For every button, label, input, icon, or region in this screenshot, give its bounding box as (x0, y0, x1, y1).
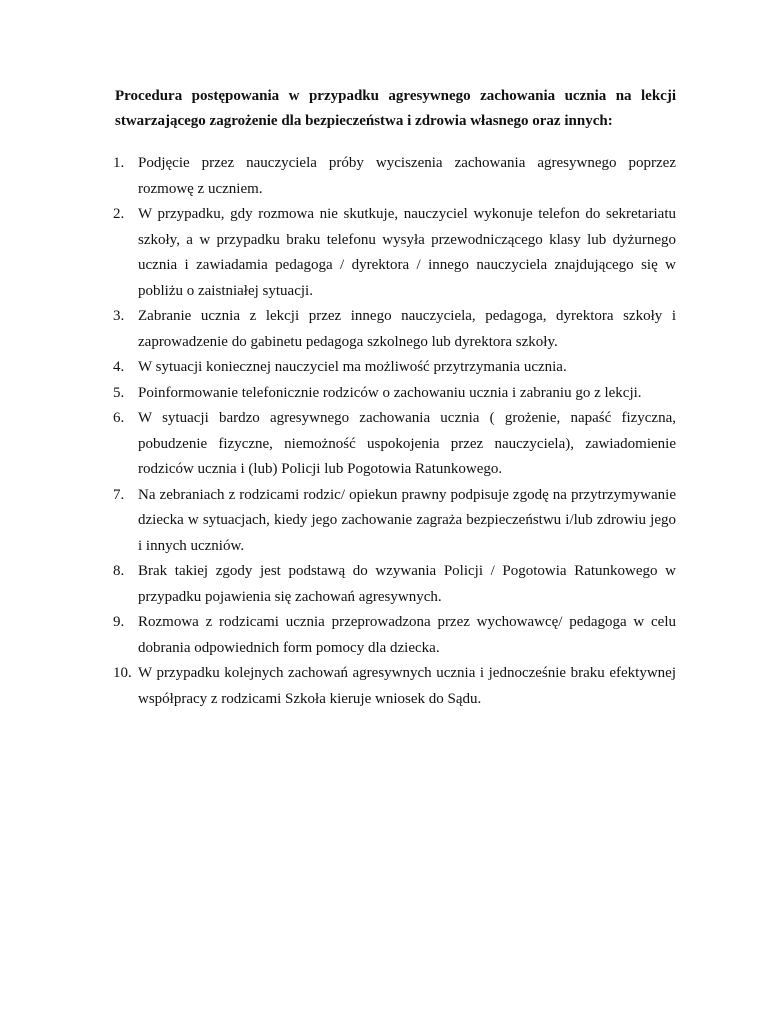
step-text: Rozmowa z rodzicami ucznia przeprowadzona przez wychowawcę/ pedagoga w celu dobrania odpowiednich form pomocy dla dziecka. (138, 614, 676, 656)
procedure-step-7 (115, 483, 676, 560)
step-text: W przypadku kolejnych zachowań agresywnych ucznia i jednocześnie braku efektywnej współpracy z rodzicami Szkoła kieruje wniosek do Sądu. (138, 665, 676, 707)
procedure-step-9 (115, 610, 676, 661)
step-text: Podjęcie przez nauczyciela próby wyciszenia zachowania agresywnego poprzez rozmowę z uczniem. (138, 155, 676, 197)
step-text: W przypadku, gdy rozmowa nie skutkuje, nauczyciel wykonuje telefon do sekretariatu szkoły, a w przypadku braku telefonu wysyła przewodniczącego klasy lub dyżurnego ucznia i zawiadamia pedagoga / dyrektora / innego nauczyciela znajdującego się w pobliżu o zaistniałej sytuacji. (138, 206, 676, 299)
step-number: 7. (113, 486, 125, 503)
step-number: 5. (113, 384, 125, 401)
procedure-step-10 (115, 661, 676, 712)
document-heading: Procedura postępowania w przypadku agresywnego zachowania ucznia na lekcji stwarzającego zagrożenie dla bezpieczeństwa i zdrowia własnego oraz innych: (115, 88, 676, 129)
procedure-step-2 (115, 202, 676, 304)
step-number: 3. (113, 308, 125, 324)
step-text: W sytuacji bardzo agresywnego zachowania ucznia ( grożenie, napaść fizyczna, pobudzenie fizyczne, niemożność uspokojenia przez nauczyciela), zawiadomienie rodziców ucznia i (lub) Policji lub Pogotowia Ratunkowego. (138, 410, 676, 477)
procedure-step-5 (115, 381, 676, 407)
step-number: 4. (113, 359, 125, 375)
procedure-step-6 (115, 406, 676, 483)
procedure-step-8 (115, 559, 676, 610)
step-number: 2. (113, 206, 125, 222)
step-text: W sytuacji koniecznej nauczyciel ma możliwość przytrzymania ucznia. (138, 359, 567, 375)
step-number: 6. (113, 410, 125, 426)
step-number: 8. (113, 563, 125, 579)
step-text: Poinformowanie telefonicznie rodziców o zachowaniu ucznia i zabraniu go z lekcji. (138, 384, 642, 401)
step-text: Zabranie ucznia z lekcji przez innego nauczyciela, pedagoga, dyrektora szkoły i zaprowadzenie do gabinetu pedagoga szkolnego lub dyrektora szkoły. (138, 308, 676, 350)
procedure-step-4 (115, 355, 676, 381)
step-text: Brak takiej zgody jest podstawą do wzywania Policji / Pogotowia Ratunkowego w przypadku pojawienia się zachowań agresywnych. (138, 563, 676, 605)
step-number: 10. (113, 665, 132, 681)
procedure-step-1 (115, 151, 676, 202)
step-text: Na zebraniach z rodzicami rodzic/ opiekun prawny podpisuje zgodę na przytrzymywanie dziecka w sytuacjach, kiedy jego zachowanie zagraża bezpieczeństwu i/lub zdrowiu jego i innych uczniów. (138, 486, 676, 554)
procedure-steps-list (115, 151, 676, 712)
procedure-step-3 (115, 304, 676, 355)
step-number: 9. (113, 614, 125, 630)
step-number: 1. (113, 155, 125, 171)
